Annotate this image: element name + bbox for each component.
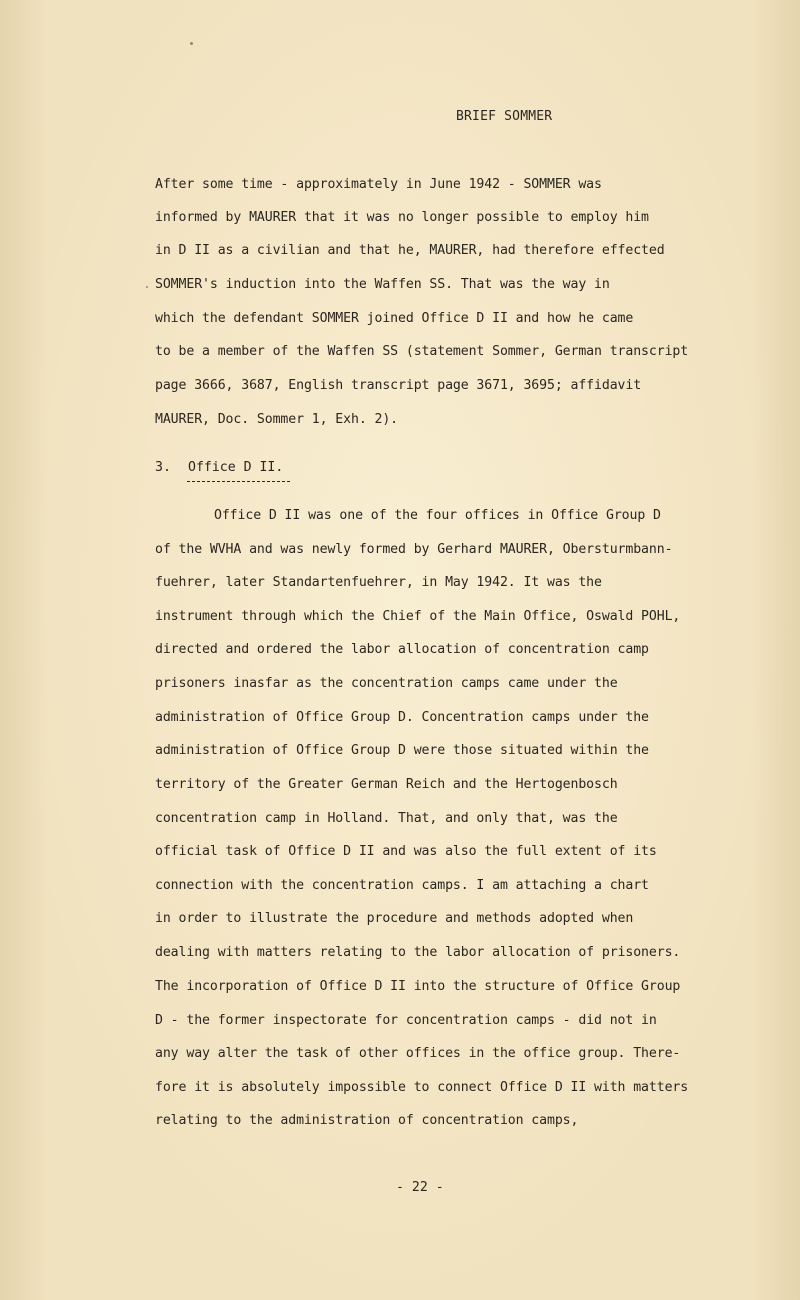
text-line: MAURER, Doc. Sommer 1, Exh. 2).	[155, 412, 399, 427]
text-line: to be a member of the Waffen SS (statement Sommer, German transcript	[155, 344, 689, 359]
text-line: D - the former inspectorate for concentration camps - did not in	[155, 1013, 657, 1028]
section-heading	[155, 460, 283, 475]
text-line: which the defendant SOMMER joined Office D II and how he came	[155, 311, 634, 326]
paper-speck	[190, 42, 193, 45]
paper-speck	[146, 286, 148, 288]
text-line: in order to illustrate the procedure and methods adopted when	[155, 911, 634, 926]
text-line: fore it is absolutely impossible to connect Office D II with matters	[155, 1080, 689, 1095]
text-line: fuehrer, later Standartenfuehrer, in May 1942. It was the	[155, 575, 602, 590]
text-line: directed and ordered the labor allocation of concentration camp	[155, 642, 649, 657]
text-line: After some time - approximately in June 1942 - SOMMER was	[155, 177, 602, 192]
text-line: territory of the Greater German Reich and the Hertogenbosch	[155, 777, 618, 792]
text-line: dealing with matters relating to the labor allocation of prisoners.	[155, 945, 681, 960]
text-line: SOMMER's induction into the Waffen SS. That was the way in	[155, 277, 610, 292]
text-line: relating to the administration of concentration camps,	[155, 1113, 579, 1128]
text-line: official task of Office D II and was also the full extent of its	[155, 844, 657, 859]
text-line: of the WVHA and was newly formed by Gerhard MAURER, Obersturmbann-	[155, 542, 673, 557]
text-line: connection with the concentration camps. I am attaching a chart	[155, 878, 649, 893]
section-title: Office D II.	[188, 460, 284, 475]
text-line: concentration camp in Holland. That, and only that, was the	[155, 811, 618, 826]
text-line: instrument through which the Chief of the Main Office, Oswald POHL,	[155, 609, 681, 624]
text-line: prisoners inasfar as the concentration camps came under the	[155, 676, 618, 691]
text-line: in D II as a civilian and that he, MAURER, had therefore effected	[155, 243, 665, 258]
text-line: administration of Office Group D. Concentration camps under the	[155, 710, 649, 725]
heading-underline	[187, 481, 290, 482]
text-line: Office D II was one of the four offices in Office Group D	[214, 508, 661, 523]
text-line: informed by MAURER that it was no longer possible to employ him	[155, 210, 649, 225]
text-line: any way alter the task of other offices in the office group. There-	[155, 1046, 681, 1061]
section-number: 3.	[155, 460, 171, 475]
page-number: - 22 -	[396, 1180, 444, 1195]
document-header: BRIEF SOMMER	[456, 109, 553, 124]
text-line: The incorporation of Office D II into the structure of Office Group	[155, 979, 681, 994]
text-line: administration of Office Group D were those situated within the	[155, 743, 649, 758]
text-line: page 3666, 3687, English transcript page 3671, 3695; affidavit	[155, 378, 642, 393]
